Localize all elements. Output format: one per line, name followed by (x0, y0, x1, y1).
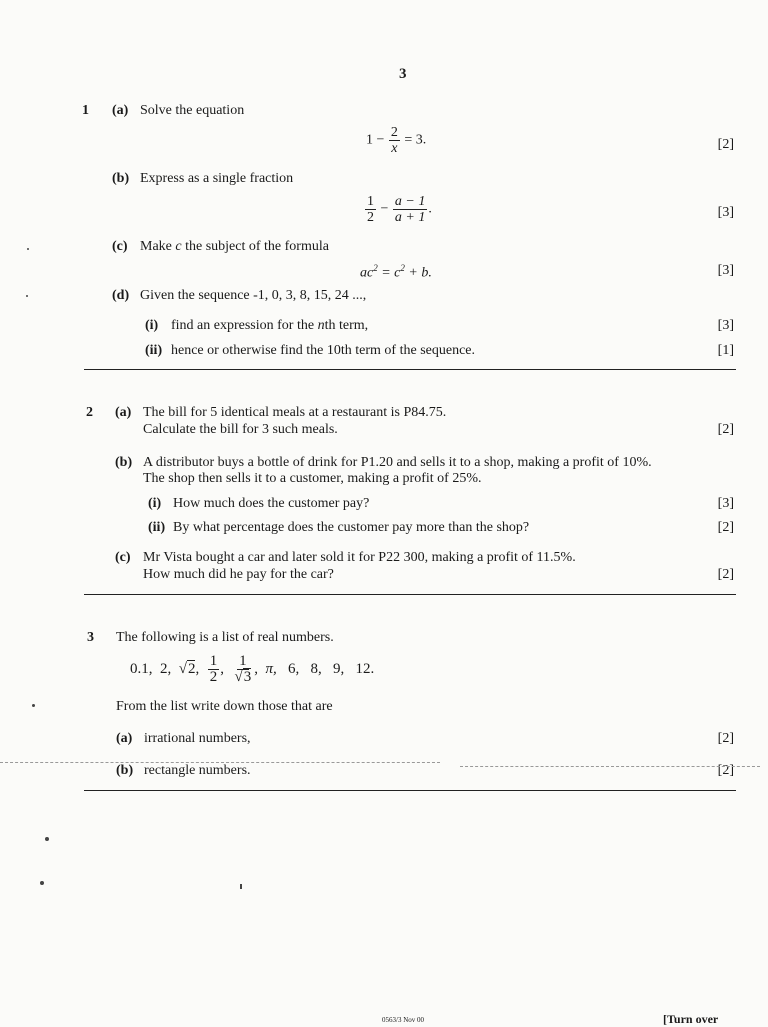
instruction-text: From the list write down those that are (116, 699, 333, 714)
marks: [3] (717, 496, 734, 511)
section-divider (84, 369, 736, 370)
part-text: Solve the equation (140, 103, 245, 118)
denominator (232, 670, 253, 685)
part-text: irrational numbers, (144, 731, 251, 746)
numerator: 1 (209, 653, 218, 669)
sqrt-radicand: 2 (187, 660, 196, 677)
part-label: (c) (112, 239, 128, 254)
fraction (365, 194, 376, 225)
numerator: 2 (390, 125, 398, 140)
page-number: 3 (399, 66, 407, 82)
subpart-text: hence or otherwise find the 10th term of the sequence. (171, 343, 476, 358)
marks: [2] (717, 520, 734, 535)
part-label: (a) (116, 731, 133, 746)
part-text-line: A distributor buys a bottle of drink for P1.20 and sells it to a shop, making a profit of 10%. (143, 455, 652, 470)
denominator: a + 1 (394, 210, 426, 225)
subpart-text: By what percentage does the customer pay more than the shop? (173, 520, 530, 535)
exponent: 2 (373, 263, 378, 273)
marks: [3] (717, 263, 734, 278)
list-item: 2, (160, 660, 172, 677)
part-label: (d) (112, 288, 130, 303)
marks: [3] (717, 205, 734, 220)
fraction (208, 654, 220, 685)
denominator: 2 (209, 669, 218, 685)
marks: [2] (717, 137, 734, 152)
text-segment: the subject of the formula (181, 239, 329, 254)
subpart-text (171, 318, 368, 334)
fraction (232, 654, 253, 685)
eq-lead: 1 − (366, 132, 385, 148)
part-text-line: Calculate the bill for 3 such meals. (143, 422, 338, 437)
denominator: x (391, 141, 398, 156)
numerator: 1 (367, 194, 374, 209)
fraction (393, 194, 427, 225)
denominator: 2 (367, 210, 374, 225)
part-text: Express as a single fraction (140, 171, 294, 186)
subpart-label: (i) (145, 318, 159, 333)
part-text-line: The shop then sells it to a customer, making a profit of 25%. (143, 471, 482, 486)
scan-speck (26, 295, 28, 297)
part-label: (b) (116, 763, 134, 778)
marks: [2] (717, 567, 734, 582)
eq-mid: = c (377, 265, 401, 281)
list-item: π, (265, 660, 277, 677)
part-text: Given the sequence -1, 0, 3, 8, 15, 24 ..., (140, 288, 367, 303)
variable: n (317, 318, 325, 333)
list-item: 0.1, (130, 660, 153, 677)
turn-over: [Turn over (663, 1012, 719, 1026)
section-divider (84, 594, 736, 595)
eq-operator: − (380, 201, 389, 217)
list-item: 9, (332, 660, 345, 677)
eq-lhs: ac (360, 265, 374, 281)
subpart-label: (i) (148, 496, 162, 511)
list-item: 6, (287, 660, 300, 677)
eq-rhs: + b. (404, 265, 432, 281)
part-label: (b) (115, 455, 133, 470)
list-item: 12. (355, 660, 375, 677)
eq-tail: . (428, 201, 432, 217)
scan-speck (45, 837, 49, 841)
marks: [2] (717, 763, 734, 778)
question-number: 3 (87, 630, 94, 645)
part-label: (c) (115, 550, 131, 565)
marks: [2] (717, 422, 734, 437)
question-number: 2 (86, 405, 93, 420)
equation-1b (364, 194, 432, 225)
list-separator: , (195, 660, 200, 677)
sqrt-sign: √ (234, 669, 243, 685)
intro-text: The following is a list of real numbers. (116, 630, 334, 645)
section-divider (84, 790, 736, 791)
part-label: (a) (112, 103, 129, 118)
part-text: rectangle numbers. (144, 763, 251, 778)
numerator: a − 1 (394, 194, 426, 209)
part-text-line: The bill for 5 identical meals at a restaurant is P84.75. (143, 405, 447, 420)
scan-speck (32, 704, 35, 707)
part-label: (b) (112, 171, 130, 186)
scan-artifact (0, 762, 440, 763)
paper-code: 0563/3 Nov 00 (382, 1016, 424, 1024)
sqrt-sign: √ (178, 660, 187, 677)
text-segment: Make (140, 239, 176, 254)
scan-artifact (460, 766, 760, 767)
marks: [1] (717, 343, 734, 358)
part-text-line: Mr Vista bought a car and later sold it for P22 300, making a profit of 11.5%. (143, 550, 576, 565)
part-text-line: How much did he pay for the car? (143, 567, 334, 582)
marks: [3] (717, 318, 734, 333)
variable: c (175, 239, 182, 254)
scan-speck (240, 884, 242, 889)
fraction (389, 125, 400, 156)
part-text (140, 239, 329, 255)
subpart-label: (ii) (145, 343, 163, 358)
question-number: 1 (82, 103, 89, 118)
sqrt-radicand: 3 (243, 669, 252, 685)
numerator: 1 (239, 653, 247, 669)
number-list: 0.1, 2, √2, $\frac{1}{2}$ , $\frac{1}{√3}$ , π, 6, 8, 9, 12. (130, 653, 375, 685)
text-segment: th term, (324, 318, 369, 333)
equation-1a (366, 125, 426, 156)
subpart-label: (ii) (148, 520, 166, 535)
subpart-text: How much does the customer pay? (173, 496, 370, 511)
eq-tail: = 3. (404, 132, 427, 148)
scan-speck (40, 881, 44, 885)
text-segment: find an expression for the (171, 318, 318, 333)
scan-speck (27, 248, 29, 250)
part-label: (a) (115, 405, 132, 420)
exponent: 2 (400, 263, 405, 273)
equation-1c (360, 263, 432, 282)
marks: [2] (717, 731, 734, 746)
list-item: 8, (310, 660, 322, 677)
